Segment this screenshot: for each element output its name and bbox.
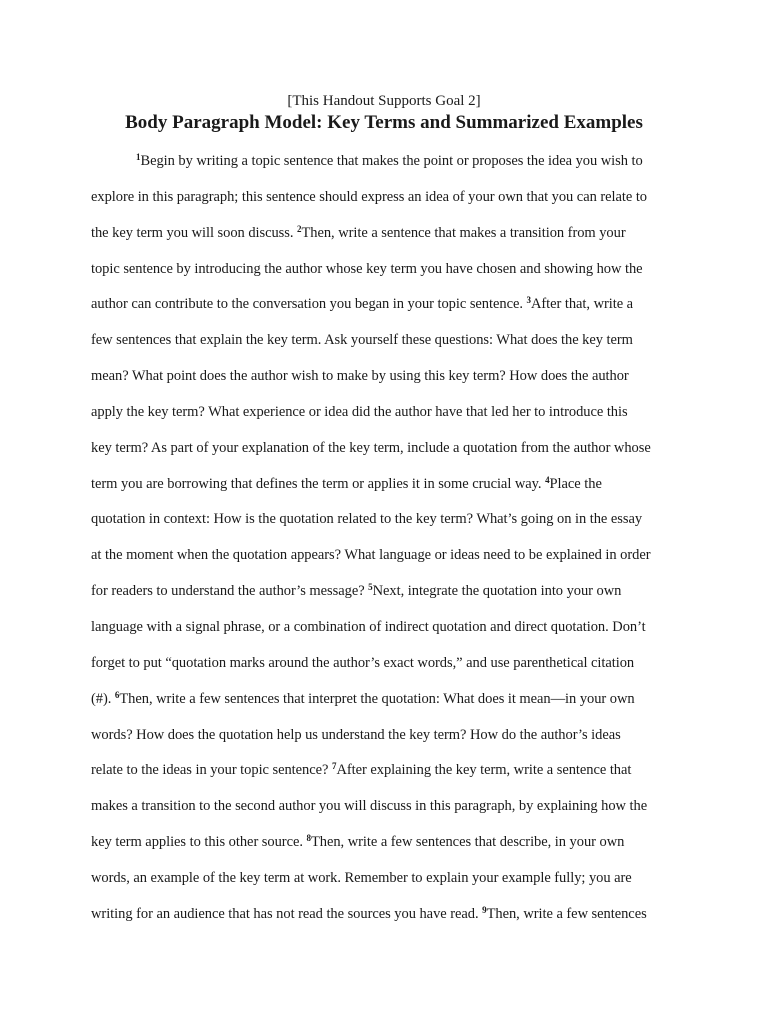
paragraph-line — [91, 831, 681, 867]
line-text: few sentences that explain the key term. Ask yourself these questions: What does the key term — [91, 332, 633, 349]
page-title: Body Paragraph Model: Key Terms and Summarized Examples — [125, 112, 643, 133]
sentence-number: 7 — [331, 761, 337, 772]
paragraph-line — [91, 688, 681, 724]
handout-goal-note: [This Handout Supports Goal 2] — [287, 93, 481, 109]
line-text: Then, write a few sentences — [486, 905, 647, 922]
paragraph-line — [91, 795, 681, 831]
paragraph-line — [91, 867, 681, 903]
line-text: forget to put “quotation marks around the author’s exact words,” and use parenthetical citation — [91, 654, 635, 671]
line-text: Then, write a few sentences that describe, in your own — [310, 834, 625, 851]
paragraph-line — [91, 652, 681, 688]
line-text: term you are borrowing that defines the term or applies it in some crucial way. — [91, 475, 546, 492]
paragraph-line — [91, 724, 681, 760]
paragraph-line — [91, 759, 681, 795]
line-text: words, an example of the key term at work. Remember to explain your example fully; you are — [91, 869, 632, 886]
paragraph-line — [91, 544, 681, 580]
line-text: Place the — [549, 475, 602, 492]
sentence-number: 8 — [306, 833, 311, 844]
paragraph-line — [91, 293, 681, 329]
line-text: author can contribute to the conversation you began in your topic sentence. — [91, 296, 527, 313]
line-text: for readers to understand the author’s message? — [91, 583, 369, 600]
line-text: makes a transition to the second author you will discuss in this paragraph, by explaining how the — [91, 798, 648, 815]
line-text: Then, write a few sentences that interpret the quotation: What does it mean—in your own — [119, 690, 635, 707]
line-text: words? How does the quotation help us understand the key term? How do the author’s ideas — [91, 726, 621, 743]
line-text: explore in this paragraph; this sentence should express an idea of your own that you can relate to — [91, 188, 647, 205]
paragraph-line — [91, 186, 681, 222]
sentence-number: 1 — [136, 152, 141, 162]
line-text: quotation in context: How is the quotation related to the key term? What’s going on in the essay — [91, 511, 643, 528]
paragraph-line — [91, 222, 681, 258]
paragraph-line — [91, 508, 681, 544]
line-text: mean? What point does the author wish to make by using this key term? How does the author — [91, 368, 629, 385]
paragraph-line — [91, 150, 681, 186]
line-text: the key term you will soon discuss. — [91, 224, 298, 241]
line-text: key term? As part of your explanation of the key term, include a quotation from the author whose — [91, 439, 651, 456]
line-text: writing for an audience that has not read the sources you have read. — [91, 905, 483, 922]
sentence-number: 2 — [297, 223, 302, 234]
paragraph-line — [91, 903, 681, 939]
line-text: Begin by writing a topic sentence that makes the point or proposes the idea you wish to — [140, 153, 643, 169]
line-text: at the moment when the quotation appears? What language or ideas need to be explained in order — [91, 547, 651, 564]
line-text: language with a signal phrase, or a combination of indirect quotation and direct quotation. Don’t — [91, 618, 646, 635]
line-text: relate to the ideas in your topic sentence? — [91, 762, 332, 779]
body-paragraph — [91, 150, 681, 939]
sentence-number: 6 — [114, 689, 120, 700]
line-text: topic sentence by introducing the author whose key term you have chosen and showing how the — [91, 260, 643, 277]
paragraph-line — [91, 580, 681, 616]
sentence-number: 3 — [526, 295, 531, 306]
paragraph-line — [91, 401, 681, 437]
line-text: Next, integrate the quotation into your own — [372, 583, 622, 600]
paragraph-line — [91, 473, 681, 509]
sentence-number: 5 — [368, 582, 373, 593]
line-text: Then, write a sentence that makes a transition from your — [301, 224, 626, 241]
sentence-number: 4 — [545, 474, 550, 485]
sentence-number: 9 — [482, 904, 487, 915]
line-text: After that, write a — [530, 296, 634, 313]
paragraph-line — [91, 437, 681, 473]
paragraph-line — [91, 616, 681, 652]
paragraph-line — [91, 258, 681, 294]
line-text: apply the key term? What experience or idea did the author have that led her to introduce this — [91, 403, 628, 420]
paragraph-line — [91, 329, 681, 365]
line-text: (#). — [91, 690, 115, 707]
paragraph-line — [91, 365, 681, 401]
line-text: key term applies to this other source. — [91, 834, 307, 851]
line-text: After explaining the key term, write a sentence that — [336, 762, 632, 779]
